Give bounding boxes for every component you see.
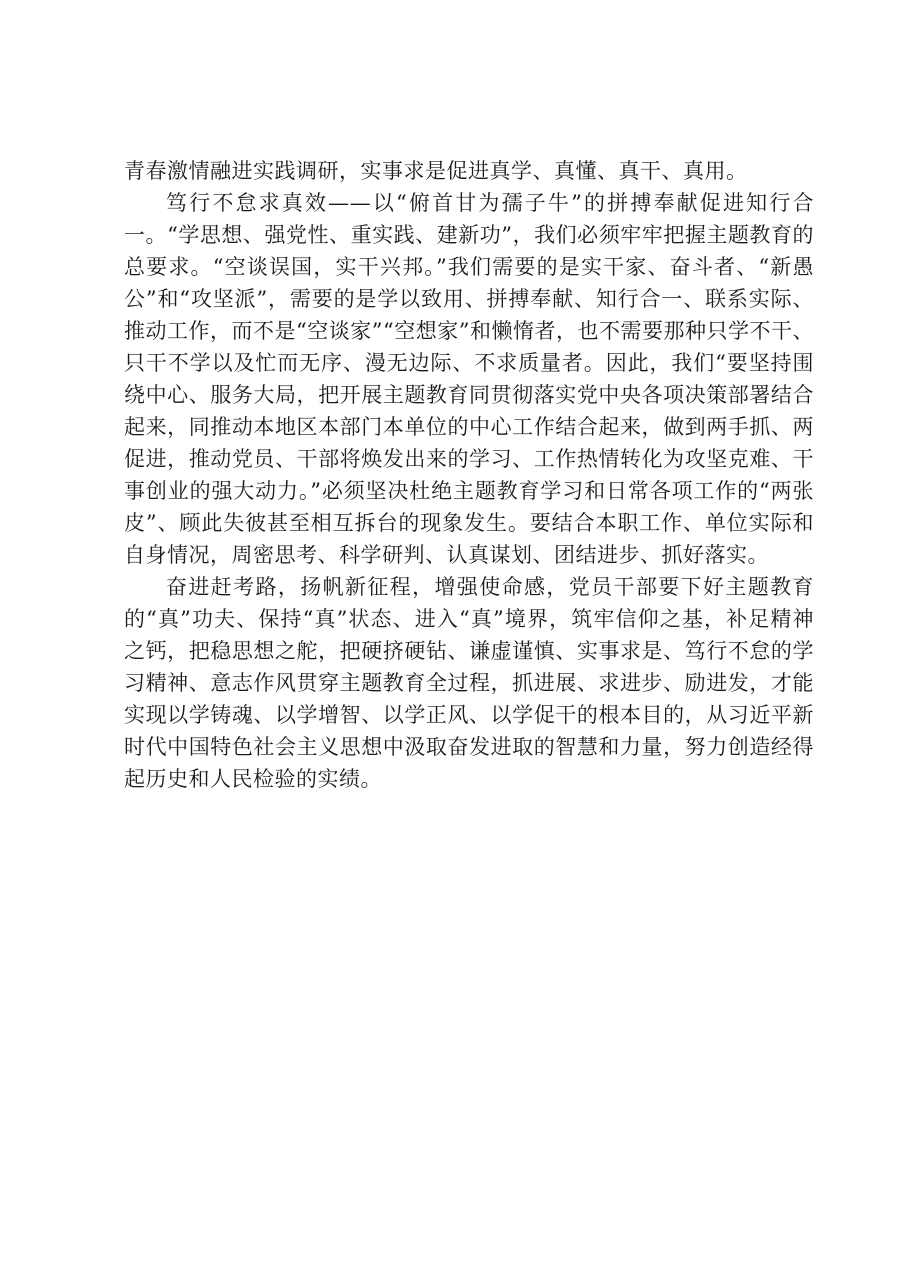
paragraph-conclusion: 奋进赶考路，扬帆新征程，增强使命感，党员干部要下好主题教育的“真”功夫、保持“真”状态、进入“真”境界，筑牢信仰之基，补足精神之钙，把稳思想之舵，把硬挤硬钻、谦虚谨慎、实事求是、笃行不怠的学习精神、意志作风贯穿主题教育全过程，抓进展、求进步、励进发，才能实现以学铸魂、以学增智、以学正风、以学促干的根本目的，从习近平新时代中国特色社会主义思想中汲取奋发进取的智慧和力量，努力创造经得起历史和人民检验的实绩。	[124, 575, 814, 791]
document-body	[124, 155, 814, 795]
paragraph-continuation: 青春激情融进实践调研，实事求是促进真学、真懂、真干、真用。	[124, 159, 748, 183]
paragraph-practice: 笃行不怠求真效——以“俯首甘为孺子牛”的拼搏奉献促进知行合一。“学思想、强党性、重实践、建新功”，我们必须牢牢把握主题教育的总要求。“空谈误国，实干兴邦。”我们需要的是实干家、奋斗者、“新愚公”和“攻坚派”，需要的是学以致用、拼搏奉献、知行合一、联系实际、推动工作，而不是“空谈家”“空想家”和懒惰者，也不需要那种只学不干、只干不学以及忙而无序、漫无边际、不求质量者。因此，我们“要坚持围绕中心、服务大局，把开展主题教育同贯彻落实党中央各项决策部署结合起来，同推动本地区本部门本单位的中心工作结合起来，做到两手抓、两促进，推动党员、干部将焕发出来的学习、工作热情转化为攻坚克难、干事创业的强大动力。”必须坚决杜绝主题教育学习和日常各项工作的“两张皮”、顾此失彼甚至相互拆台的现象发生。要结合本职工作、单位实际和自身情况，周密思考、科学研判、认真谋划、团结进步、抓好落实。	[124, 191, 814, 567]
